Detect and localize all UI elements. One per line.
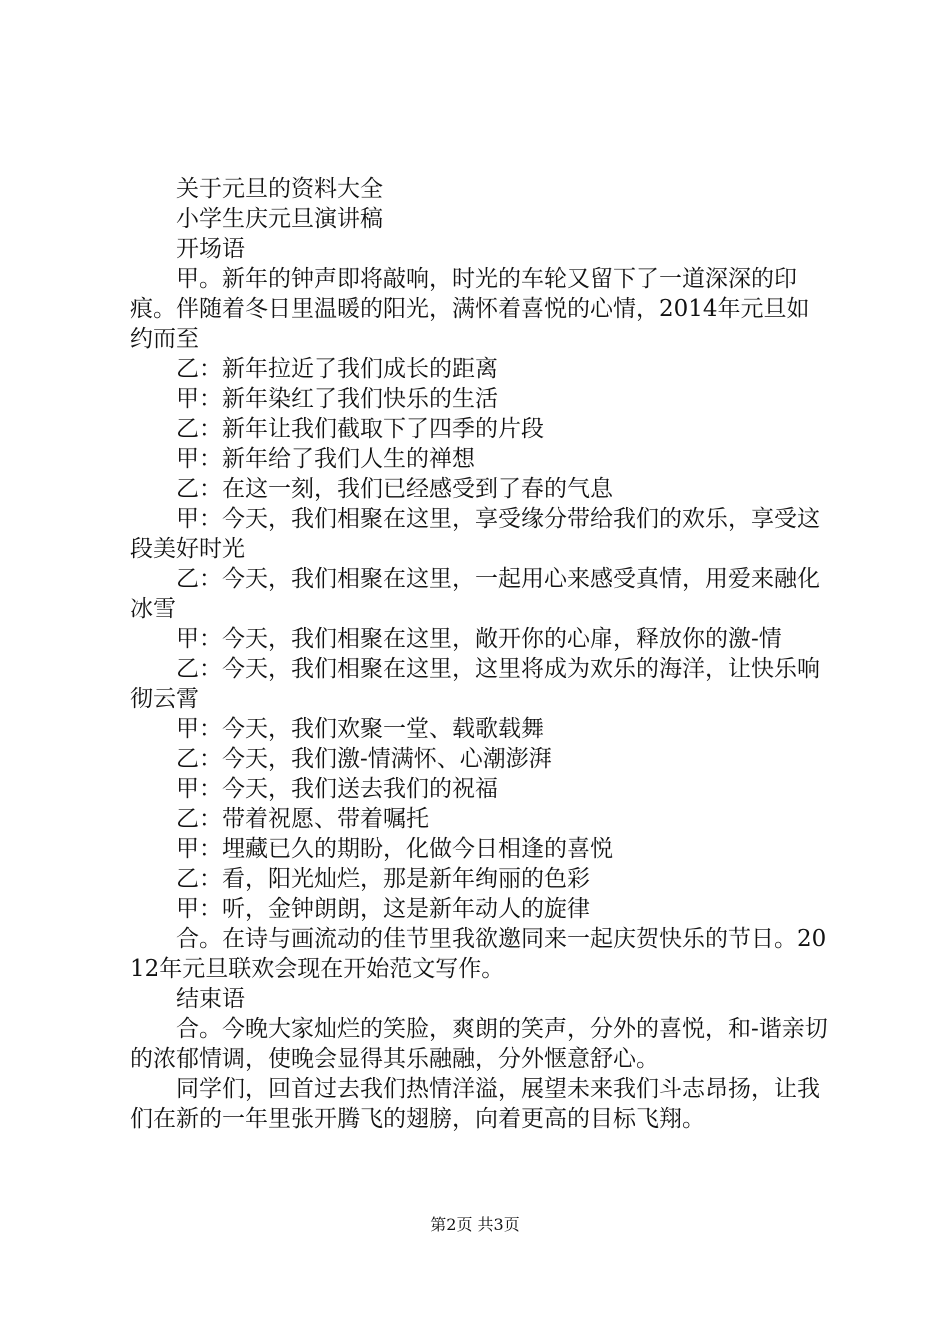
paragraph: 合。在诗与画流动的佳节里我欲邀同来一起庆贺快乐的节日。2012年元旦联欢会现在开始范文写作。 [130, 926, 827, 982]
paragraph: 乙：今天，我们激-情满怀、心潮澎湃 [176, 746, 552, 772]
paragraph: 乙：在这一刻，我们已经感受到了春的气息 [176, 476, 613, 502]
paragraph: 乙：新年拉近了我们成长的距离 [176, 356, 498, 382]
paragraph: 乙：新年让我们截取下了四季的片段 [176, 416, 544, 442]
section-heading-closing: 结束语 [176, 986, 245, 1012]
paragraph: 乙：今天，我们相聚在这里，这里将成为欢乐的海洋，让快乐响彻云霄 [130, 656, 820, 712]
paragraph: 乙：带着祝愿、带着嘱托 [176, 806, 429, 832]
paragraph: 甲：新年染红了我们快乐的生活 [176, 386, 498, 412]
doc-title: 关于元旦的资料大全 [176, 176, 383, 202]
paragraph: 甲：今天，我们送去我们的祝福 [176, 776, 498, 802]
paragraph: 合。今晚大家灿烂的笑脸，爽朗的笑声，分外的喜悦，和-谐亲切的浓郁情调，使晚会显得其乐融融，分外惬意舒心。 [130, 1016, 828, 1072]
paragraph: 甲。新年的钟声即将敲响，时光的车轮又留下了一道深深的印痕。伴随着冬日里温暖的阳光，满怀着喜悦的心情，2014年元旦如约而至 [130, 266, 810, 352]
paragraph: 甲：今天，我们相聚在这里，敞开你的心扉，释放你的激-情 [176, 626, 782, 652]
paragraph: 甲：今天，我们欢聚一堂、载歌载舞 [176, 716, 544, 742]
paragraph: 同学们，回首过去我们热情洋溢，展望未来我们斗志昂扬，让我们在新的一年里张开腾飞的翅膀，向着更高的目标飞翔。 [130, 1076, 820, 1132]
paragraph: 甲：埋藏已久的期盼，化做今日相逢的喜悦 [176, 836, 613, 862]
paragraph: 甲：新年给了我们人生的禅想 [176, 446, 475, 472]
paragraph: 甲：听，金钟朗朗，这是新年动人的旋律 [176, 896, 590, 922]
doc-subtitle: 小学生庆元旦演讲稿 [176, 206, 383, 232]
page-number-footer: 第2页 共3页 [430, 1215, 520, 1234]
document-body [130, 174, 830, 1134]
paragraph: 乙：今天，我们相聚在这里，一起用心来感受真情，用爱来融化冰雪 [130, 566, 820, 622]
paragraph: 甲：今天，我们相聚在这里，享受缘分带给我们的欢乐，享受这段美好时光 [130, 506, 820, 562]
section-heading-opening: 开场语 [176, 236, 245, 262]
paragraph: 乙：看，阳光灿烂，那是新年绚丽的色彩 [176, 866, 590, 892]
